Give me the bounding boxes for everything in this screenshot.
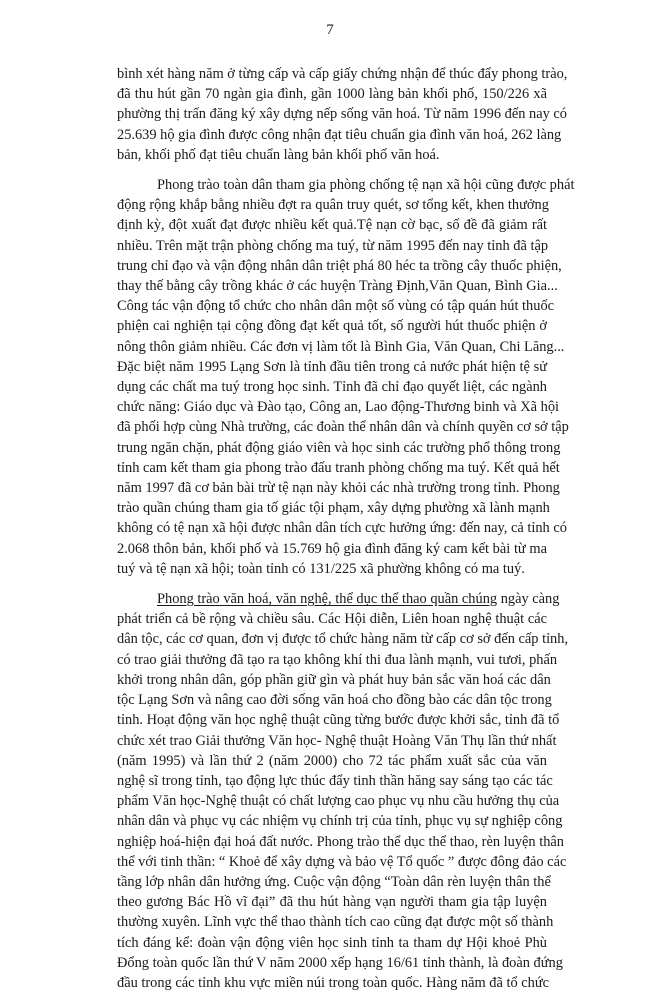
text-line: Đặc biệt năm 1995 Lạng Sơn là tỉnh đầu tiên trong cả nước phát hiện tệ sử	[117, 358, 547, 375]
text-line: có trao giải thưởng đã tạo ra tạo không khí thi đua lành mạnh, vui tươi, phấn	[117, 651, 558, 668]
text-line: nhiều. Trên mặt trận phòng chống ma tuý, từ năm 1995 đến nay tỉnh đã tập	[117, 237, 549, 254]
text-line: theo gương Bác Hồ vĩ đại” đã thu hút hàng vạn người tham gia tập luyện	[117, 894, 547, 911]
text-line: nhân dân và phục vụ các nhiệm vụ chính trị của tỉnh, phục vụ sự nghiệp công	[117, 813, 563, 830]
paragraph-social-evils	[117, 175, 575, 579]
text-line: Đổng toàn quốc lần thứ V năm 2000 xếp hạng 16/61 tỉnh thành, là đoàn đứng	[117, 954, 563, 971]
text-line: động rộng khắp bằng nhiều đợt ra quân truy quét, sơ tổng kết, khen thưởng	[117, 197, 549, 214]
text-line: phiện cai nghiện tại cộng đồng đạt kết quả tốt, số người hút thuốc phiện ở	[117, 318, 547, 335]
text-line: dân tộc, các cơ quan, đơn vị được tổ chức hàng năm từ cấp cơ sở đến cấp tỉnh,	[117, 631, 569, 648]
paragraph-cultural-families	[117, 64, 568, 165]
text-line: tỉnh cam kết tham gia phong trào đấu tranh phòng chống ma tuý. Kết quả hết	[117, 459, 560, 476]
text-line: không có tệ nạn xã hội được nhân dân tích cực hưởng ứng: đến nay, cả tỉnh có	[117, 520, 567, 537]
text-line: 2.068 thôn bản, khối phố và 15.769 hộ gia đình đăng ký cam kết bài từ ma	[117, 540, 547, 557]
underlined-heading: Phong trào văn hoá, văn nghệ, thể dục thể thao quần chúng	[157, 591, 498, 608]
heading-continuation: ngày càng	[497, 591, 560, 608]
text-line: thể với tinh thần: “ Khoẻ để xây dựng và bảo vệ Tổ quốc ” được đông đảo các	[117, 853, 567, 870]
text-line: khởi trong nhân dân, góp phần giữ gìn và phát huy bản sắc văn hoá các dân	[117, 671, 551, 688]
text-line	[117, 589, 560, 609]
text-line: phát triển cả bề rộng và chiều sâu. Các Hội diễn, Liên hoan nghệ thuật các	[117, 611, 547, 628]
text-line: 25.639 hộ gia đình được công nhận đạt tiêu chuẩn gia đình văn hoá, 262 làng	[117, 126, 562, 143]
text-line: năm 1997 đã cơ bản bài trừ tệ nạn này khỏi các nhà trường trong tỉnh. Phong	[117, 480, 560, 497]
text-line: tộc Lạng Sơn và nâng cao đời sống văn hoá cho đồng bào các dân tộc trong	[117, 692, 552, 709]
text-line: nghệ sĩ trong tỉnh, tạo động lực thúc đẩy tinh thần hăng say sáng tạo các tác	[117, 772, 553, 789]
text-line: đầu trong các tỉnh khu vực miền núi trong toàn quốc. Hàng năm đã tổ chức	[117, 974, 550, 991]
page-number: 7	[326, 22, 334, 38]
text-line: trung chỉ đạo và vận động nhân dân triệt phá 80 héc ta trồng cây thuốc phiện,	[117, 257, 562, 274]
text-line: trào quần chúng tham gia tố giác tội phạm, xây dựng phường xã lành mạnh	[117, 500, 550, 517]
text-line: chức năng: Giáo dục và Đào tạo, Công an, Lao động-Thương binh và Xã hội	[117, 399, 560, 416]
text-line: dụng các chất ma tuý trong học sinh. Tỉnh đã chỉ đạo quyết liệt, các ngành	[117, 379, 547, 396]
text-line: nghiệp hoá-hiện đại hoá đất nước. Phong trào thể dục thể thao, rèn luyện thân	[117, 833, 565, 850]
body-text	[117, 64, 575, 1003]
text-line: tỉnh. Hoạt động văn học nghệ thuật cũng từng bước được khởi sắc, tỉnh đã tổ	[117, 712, 560, 729]
text-line: nông thôn giảm nhiều. Các đơn vị làm tốt là Bình Gia, Văn Quan, Chi Lăng...	[117, 338, 565, 355]
text-line: bản, khối phố đạt tiêu chuẩn làng bản khối phố văn hoá.	[117, 146, 440, 163]
text-line: thay thế bằng cây trồng khác ở các huyện Tràng Định,Văn Quan, Bình Gia...	[117, 278, 558, 295]
text-line: bình xét hàng năm ở từng cấp và cấp giấy chứng nhận để thúc đẩy phong trào,	[117, 66, 568, 82]
text-line: Công tác vận động tổ chức cho nhân dân một số vùng có tập quán hút thuốc	[117, 298, 555, 315]
text-line: tuý và tệ nạn xã hội; toàn tỉnh có 131/225 xã phường không có ma tuý.	[117, 560, 525, 577]
paragraph-culture-sports	[117, 589, 569, 993]
text-line: đã thu hút gần 70 ngàn gia đình, gần 1000 làng bản khối phố, 150/226 xã	[117, 86, 547, 103]
text-line: tầng lớp nhân dân hưởng ứng. Cuộc vận động “Toàn dân rèn luyện thân thể	[117, 873, 551, 890]
text-line: tích đáng kể: đoàn vận động viên học sinh tỉnh ta tham dự Hội khoẻ Phù	[117, 934, 547, 951]
text-line: phẩm Văn học-Nghệ thuật có chất lượng cao phục vụ nhu cầu hưởng thụ của	[117, 793, 560, 810]
text-line: (năm 1995) và lần thứ 2 (năm 2000) cho 72 tác phẩm xuất sắc của văn	[117, 752, 547, 769]
text-line: trung ngăn chặn, phát động giáo viên và học sinh các trường phổ thông trong	[117, 439, 561, 456]
text-line: Phong trào toàn dân tham gia phòng chống tệ nạn xã hội cũng được phát	[157, 177, 575, 194]
text-line: định kỳ, đột xuất đạt được nhiều kết quả.Tệ nạn cờ bạc, số đề đã giảm rất	[117, 217, 547, 234]
text-line: thường xuyên. Lĩnh vực thể thao thành tích cao cũng đạt được một số thành	[117, 914, 554, 931]
text-line: chức xét trao Giải thưởng Văn học- Nghệ thuật Hoàng Văn Thụ lần thứ nhất	[117, 732, 557, 749]
text-line: phường thị trấn đăng ký xây dựng nếp sống văn hoá. Từ năm 1996 đến nay có	[117, 106, 567, 123]
text-line: đã phối hợp cùng Nhà trường, các đoàn thể nhân dân và chính quyền cơ sở tập	[117, 419, 569, 436]
